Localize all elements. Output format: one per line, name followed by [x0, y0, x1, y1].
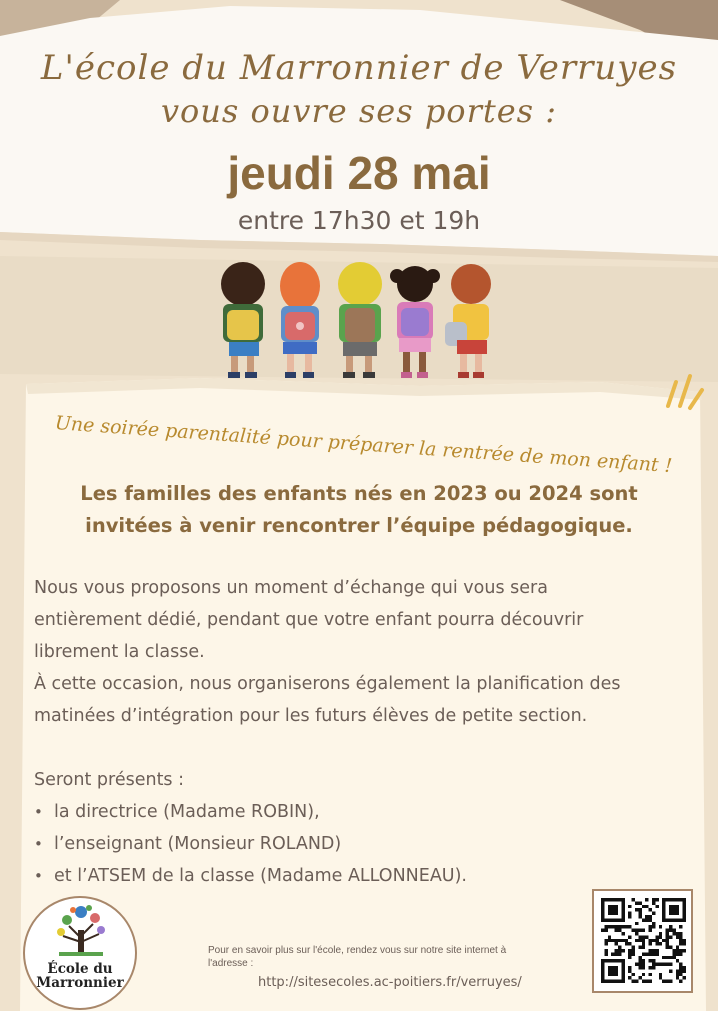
qr-code: [592, 889, 693, 993]
paragraph-exchange: [34, 572, 694, 668]
paragraph-line: librement la classe.: [34, 642, 205, 662]
website-link[interactable]: http://sitesecoles.ac-poitiers.fr/verruyes/: [258, 975, 522, 990]
list-item-text: l’enseignant (Monsieur ROLAND): [54, 834, 342, 854]
tagline: Une soirée parentalité pour préparer la rentrée de mon enfant !: [54, 412, 673, 478]
school-title: L'école du Marronnier de Verruyes: [40, 48, 678, 88]
child-figure: [280, 262, 320, 378]
lead-line: Les familles des enfants nés en 2023 ou 2024 sont: [80, 482, 638, 505]
paragraph-line: Nous vous proposons un moment d’échange qui vous sera: [34, 578, 548, 598]
list-item-text: et l’ATSEM de la classe (Madame ALLONNEAU).: [54, 866, 467, 886]
present-list: [34, 796, 634, 892]
invitation-lead: [30, 478, 688, 542]
qr-code-icon: [601, 898, 686, 983]
logo-text: [25, 962, 135, 990]
paragraph-line: matinées d’intégration pour les futurs élèves de petite section.: [34, 706, 588, 726]
event-time: entre 17h30 et 19h: [237, 206, 481, 235]
paragraph-line: entièrement dédié, pendant que votre enfant pourra découvrir: [34, 610, 584, 630]
bullet-icon: •: [34, 835, 43, 853]
bullet-icon: •: [34, 803, 43, 821]
children-backpacks-illustration: [215, 262, 505, 382]
logo-line: École du: [47, 961, 113, 977]
child-figure: [390, 266, 440, 378]
paragraph-planning: [34, 668, 694, 732]
footer-info-line: l'adresse :: [208, 958, 254, 969]
list-item: [34, 796, 634, 828]
footer-info: [208, 944, 588, 970]
tree-logo-icon: [53, 902, 109, 960]
list-item: [34, 860, 634, 892]
paragraph-line: À cette occasion, nous organiserons également la planification des: [34, 674, 621, 694]
child-figure: [445, 264, 491, 378]
open-doors-subtitle: vous ouvre ses portes :: [160, 92, 558, 130]
event-date: jeudi 28 mai: [227, 147, 491, 199]
child-figure: [338, 262, 382, 378]
school-logo: [23, 896, 137, 1010]
bullet-icon: •: [34, 867, 43, 885]
lead-line: invitées à venir rencontrer l’équipe pédagogique.: [85, 514, 633, 537]
list-item: [34, 828, 634, 860]
sparkle-icon: [660, 372, 706, 412]
logo-line: Marronnier: [36, 975, 124, 991]
footer-info-line: Pour en savoir plus sur l'école, rendez vous sur notre site internet à: [208, 945, 507, 956]
present-label: Seront présents :: [34, 770, 185, 790]
child-figure: [221, 262, 265, 378]
list-item-text: la directrice (Madame ROBIN),: [54, 802, 320, 822]
